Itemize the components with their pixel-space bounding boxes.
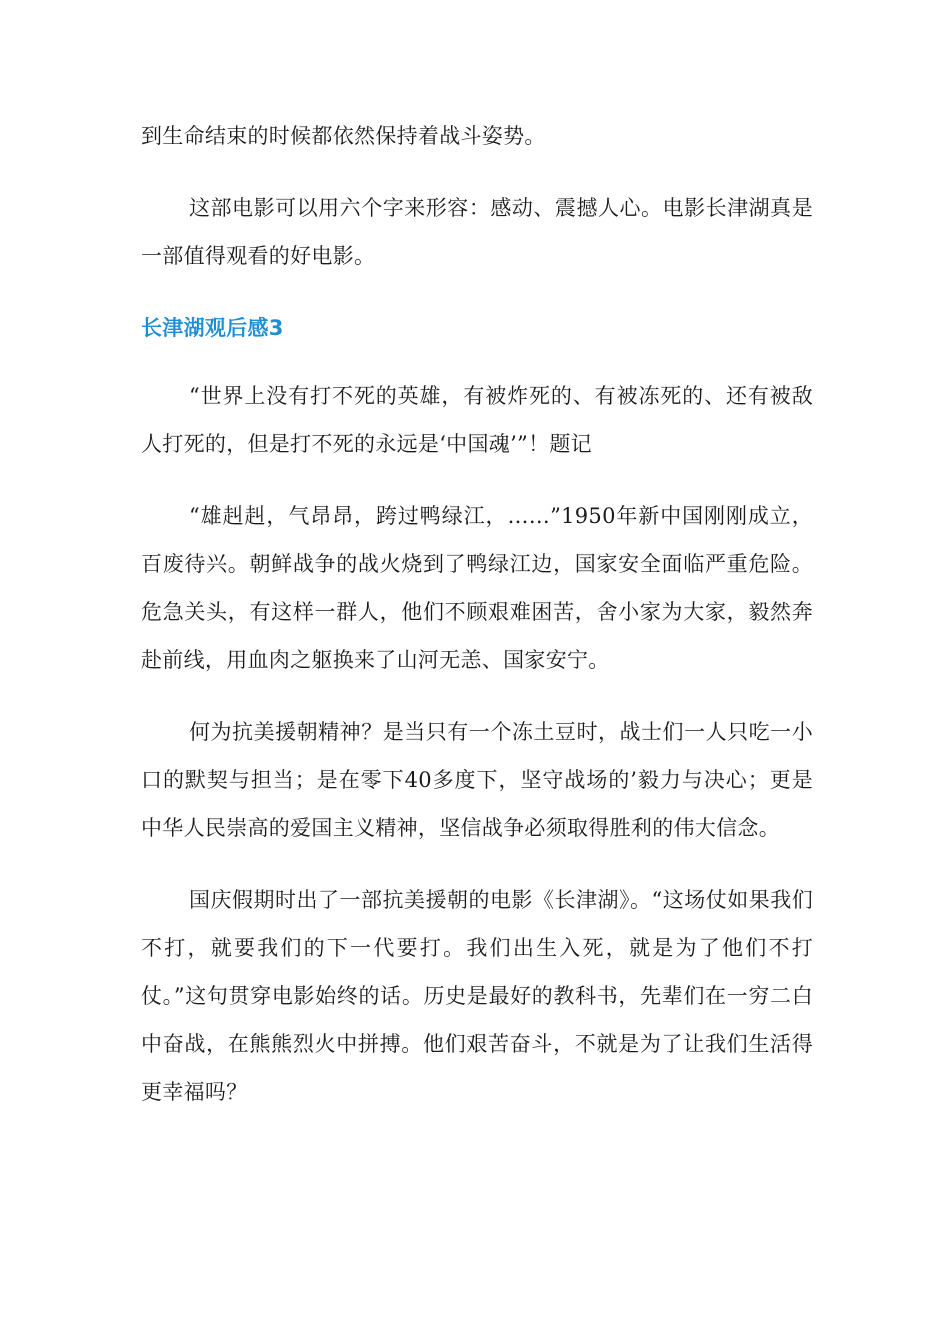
document-body <box>141 112 813 1140</box>
paragraph-summary: 这部电影可以用六个字来形容：感动、震撼人心。电影长津湖真是一部值得观看的好电影。 <box>141 196 813 268</box>
paragraph-history: “雄赳赳，气昂昂，跨过鸭绿江，……”1950年新中国刚刚成立，百废待兴。朝鲜战争的战火烧到了鸭绿江边，国家安全面临严重危险。危急关头，有这样一群人，他们不顾艰难困苦，舍小家为大家，毅然奔赴前线，用血肉之躯换来了山河无恙、国家安宁。 <box>141 504 813 672</box>
paragraph-spirit: 何为抗美援朝精神？是当只有一个冻土豆时，战士们一人只吃一小口的默契与担当；是在零下40多度下，坚守战场的’毅力与决心；更是中华人民崇高的爱国主义精神，坚信战争必须取得胜利的伟大信念。 <box>141 720 813 840</box>
paragraph-movie: 国庆假期时出了一部抗美援朝的电影《长津湖》。“这场仗如果我们不打，就要我们的下一代要打。我们出生入死，就是为了他们不打仗。”这句贯穿电影始终的话。历史是最好的教科书，先辈们在一穷二白中奋战，在熊熊烈火中拼搏。他们艰苦奋斗，不就是为了让我们生活得更幸福吗？ <box>141 888 813 1104</box>
paragraph-epigraph: “世界上没有打不死的英雄，有被炸死的、有被冻死的、还有被敌人打死的，但是打不死的永远是‘中国魂’”！题记 <box>141 384 813 456</box>
section-heading: 长津湖观后感3 <box>141 316 284 340</box>
paragraph-continuation: 到生命结束的时候都依然保持着战斗姿势。 <box>141 124 546 148</box>
